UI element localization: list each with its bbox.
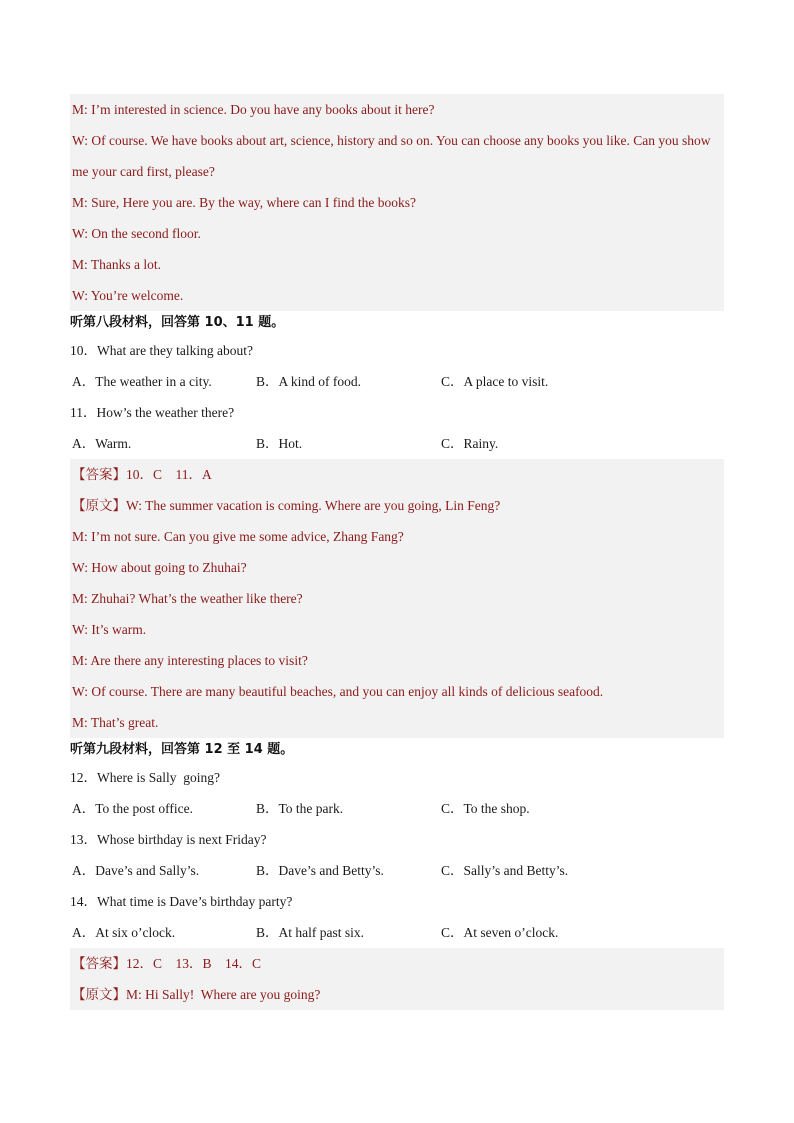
answer-text: 12．C 13．B 14．C <box>126 956 262 971</box>
option-c: C．Sally’s and Betty’s. <box>441 863 569 878</box>
question-14: 14．What time is Dave’s birthday party? <box>70 894 293 909</box>
option-b: B．A kind of food. <box>256 374 362 389</box>
option-a: A．The weather in a city. <box>72 374 212 389</box>
transcript-tag: 【原文】 <box>72 498 126 513</box>
option-b: B．To the park. <box>256 801 344 816</box>
option-c: C．A place to visit. <box>441 374 549 389</box>
dialogue-line: W: Of course. We have books about art, science, history and so on. You can choose any books you like. Can you show me your card first, please? <box>70 125 724 187</box>
option-b: B．Hot. <box>256 436 303 451</box>
document-page <box>70 94 724 1010</box>
answer-tag: 【答案】 <box>72 467 126 482</box>
question-13-options <box>70 855 724 886</box>
question-10: 10．What are they talking about? <box>70 343 253 358</box>
question-11: 11．How’s the weather there? <box>70 405 235 420</box>
question-10-options <box>70 366 724 397</box>
option-c: C．Rainy. <box>441 436 499 451</box>
transcript-line <box>70 490 724 521</box>
question-12: 12．Where is Sally going? <box>70 770 220 785</box>
dialogue-line: W: On the second floor. <box>70 218 724 249</box>
dialogue-line: M: Sure, Here you are. By the way, where can I find the books? <box>70 187 724 218</box>
option-c: C．At seven o’clock. <box>441 925 559 940</box>
transcript-text: M: Hi Sally! Where are you going? <box>126 987 321 1002</box>
option-b: B．At half past six. <box>256 925 364 940</box>
dialogue-line: M: Thanks a lot. <box>70 249 724 280</box>
question-12-options <box>70 793 724 824</box>
answer-text: 10．C 11．A <box>126 467 212 482</box>
transcript-line: W: Of course. There are many beautiful beaches, and you can enjoy all kinds of delicious seafood. <box>70 676 724 707</box>
option-a: A．Warm. <box>72 436 132 451</box>
transcript-line: M: That’s great. <box>70 707 724 738</box>
option-b: B．Dave’s and Betty’s. <box>256 863 384 878</box>
transcript-line <box>70 979 724 1010</box>
option-a: A．To the post office. <box>72 801 194 816</box>
transcript-line: M: Zhuhai? What’s the weather like there? <box>70 583 724 614</box>
option-a: A．At six o’clock. <box>72 925 176 940</box>
answer-line <box>70 948 724 979</box>
transcript-line: W: How about going to Zhuhai? <box>70 552 724 583</box>
answer-line <box>70 459 724 490</box>
dialogue-line: W: You’re welcome. <box>70 280 724 311</box>
option-a: A．Dave’s and Sally’s. <box>72 863 200 878</box>
section-heading: 听第八段材料，回答第 10、11 题。 <box>70 315 285 330</box>
transcript-line: M: I’m not sure. Can you give me some advice, Zhang Fang? <box>70 521 724 552</box>
question-13: 13．Whose birthday is next Friday? <box>70 832 267 847</box>
transcript-tag: 【原文】 <box>72 987 126 1002</box>
option-c: C．To the shop. <box>441 801 530 816</box>
answer-tag: 【答案】 <box>72 956 126 971</box>
transcript-line: W: It’s warm. <box>70 614 724 645</box>
question-11-options <box>70 428 724 459</box>
section-heading: 听第九段材料，回答第 12 至 14 题。 <box>70 742 294 757</box>
transcript-text: W: The summer vacation is coming. Where are you going, Lin Feng? <box>126 498 501 513</box>
dialogue-line: M: I’m interested in science. Do you have any books about it here? <box>70 94 724 125</box>
transcript-line: M: Are there any interesting places to visit? <box>70 645 724 676</box>
question-14-options <box>70 917 724 948</box>
